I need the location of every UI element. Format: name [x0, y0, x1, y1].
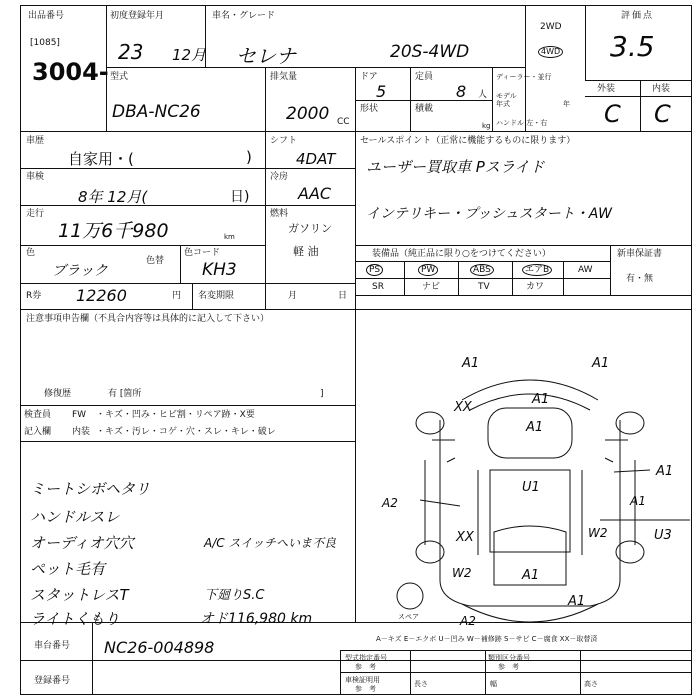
comment-note-3: オド116,980 km: [200, 611, 313, 627]
class-reference: 参 考: [498, 663, 519, 671]
damage-mark: A1: [462, 356, 480, 371]
comment-line-2: ハンドルスレ: [30, 508, 120, 526]
type-reference: 参 考: [355, 663, 376, 671]
history-label: 車歴: [26, 136, 45, 146]
inspector-label-2: 記入欄: [24, 427, 52, 437]
reg-year: 23: [118, 40, 144, 64]
model-value: DBA-NC26: [112, 102, 201, 122]
repair-close: ]: [320, 389, 324, 399]
registration-label: 登録番号: [34, 676, 71, 686]
class-label: 類別区分番号: [488, 654, 530, 662]
fuel-diesel: 軽 油: [293, 245, 319, 258]
model-year-unit: 年: [563, 100, 570, 108]
name-change-label: 名変期限: [198, 291, 235, 301]
equip-tv: TV: [478, 282, 490, 292]
damage-mark: XX: [454, 400, 472, 415]
type-designation-label: 型式指定番号: [345, 654, 387, 662]
name-change-month: 月: [288, 291, 298, 301]
mileage-unit: km: [224, 233, 235, 241]
comment-note-1: A/C スイッチへいま不良: [204, 536, 336, 550]
recycle-unit: 円: [172, 291, 182, 301]
color-code-value: KH3: [202, 260, 237, 280]
inspector-fw-items: ・キズ・凹み・ヒビ割・リペア跡・X要: [96, 410, 255, 420]
mileage-label: 走行: [26, 209, 45, 219]
reg-month: 12月: [172, 46, 207, 64]
shape-label: 形状: [360, 104, 379, 114]
damage-mark: W2: [588, 526, 608, 540]
grade: 20S-4WD: [390, 42, 470, 62]
fuel-label: 燃料: [270, 209, 289, 219]
doors-label: ドア: [360, 72, 378, 82]
certificate-reference: 参 考: [355, 685, 376, 693]
damage-mark: A1: [522, 568, 540, 583]
model-year-label: モデル 年式: [496, 92, 517, 108]
equip-aw: AW: [578, 265, 593, 275]
comment-line-5: スタットレスT: [30, 586, 129, 604]
equip-abs: ABS: [470, 264, 494, 276]
chassis-label: 車台番号: [34, 641, 71, 651]
selling-points-label: セールスポイント（正常に機能するものに限ります）: [360, 136, 576, 146]
damage-mark: A1: [592, 356, 610, 371]
dealer-label: ディーラー・並行: [496, 73, 552, 81]
interior-label: 内装: [652, 84, 671, 94]
inspector-int-items: ・キズ・汚レ・コゲ・穴・スレ・キレ・破レ: [96, 427, 276, 437]
equipment-label: 装備品（純正品に限り○をつけてください）: [372, 249, 551, 259]
equip-airbag: エアB: [522, 264, 552, 276]
chassis-value: NC26-004898: [104, 638, 215, 657]
comment-note-2: 下廻りS.C: [204, 588, 265, 603]
load-label: 積載: [415, 104, 434, 114]
drive-4wd: 4WD: [538, 46, 563, 58]
history-close: ): [246, 148, 252, 166]
damage-legend: A－キズ E－エクボ U－凹み W－補修跡 S－サビ C－腐食 XX－取替済: [376, 635, 598, 643]
exterior-label: 外装: [597, 84, 616, 94]
inspection-date: 日): [230, 189, 250, 205]
recycle-label: R券: [26, 291, 42, 301]
damage-mark: U3: [654, 528, 672, 543]
width-label: 幅: [490, 680, 497, 688]
handle-label: ハンドル 左・右: [496, 119, 548, 127]
length-label: 長さ: [414, 680, 428, 688]
equip-navi: ナビ: [422, 282, 441, 292]
color-value: ブラック: [52, 263, 108, 279]
damage-mark: A2: [382, 496, 398, 510]
damage-mark: A1: [526, 420, 544, 435]
inspector-fw-label: FW: [72, 410, 87, 420]
lot-number: 3004-: [32, 58, 109, 86]
repair-value: 有 [箇所: [108, 389, 142, 399]
drive-2wd: 2WD: [540, 22, 562, 32]
spare-wheel: [397, 583, 423, 609]
damage-mark: A1: [532, 392, 550, 407]
displacement-value: 2000: [286, 104, 330, 124]
comment-line-1: ミートシボヘタリ: [30, 480, 151, 498]
warranty-value: 有・無: [626, 274, 654, 284]
recycle-value: 12260: [76, 286, 127, 305]
damage-mark: XX: [456, 530, 474, 545]
equip-leather: カワ: [526, 282, 545, 292]
comment-line-4: ペット毛有: [30, 560, 106, 578]
inspection-value: 8年 12月(: [78, 188, 148, 206]
shift-label: シフト: [270, 136, 298, 146]
damage-mark: U1: [522, 480, 540, 495]
color-code-label: 色コード: [184, 248, 221, 258]
spare-label: スペア: [398, 613, 419, 621]
ac-value: AAC: [298, 184, 332, 203]
car-name-label: 車名・グレード: [212, 11, 276, 21]
damage-mark: W2: [452, 566, 472, 580]
equip-ps: PS: [366, 264, 383, 276]
certificate-label: 車検証明用: [345, 676, 380, 684]
front-bumper-outline: [462, 380, 598, 400]
name-change-day: 日: [338, 291, 348, 301]
lot-sub: [1085]: [30, 38, 60, 48]
history-value: 自家用・(: [68, 150, 134, 168]
capacity-value: 8: [456, 82, 467, 101]
displacement-unit: CC: [337, 117, 350, 127]
mileage-value: 11万6千980: [58, 220, 169, 242]
load-unit: kg: [482, 122, 491, 130]
damage-mark: A1: [656, 464, 674, 479]
equip-sr: SR: [372, 282, 384, 292]
rating-value: 3.5: [610, 30, 655, 63]
inspection-label: 車検: [26, 172, 45, 182]
shift-value: 4DAT: [296, 150, 336, 168]
capacity-unit: 人: [478, 90, 488, 100]
warranty-label: 新車保証書: [617, 249, 663, 259]
exterior-grade: C: [604, 100, 621, 128]
inspector-label-1: 検査員: [24, 410, 52, 420]
lot-label: 出品番号: [28, 11, 65, 21]
reg-label: 初度登録年月: [110, 11, 165, 21]
notes-label: 注意事項申告欄（不具合内容等は具体的に記入して下さい）: [26, 314, 270, 324]
ac-label: 冷房: [270, 172, 289, 182]
damage-mark: A2: [460, 614, 476, 628]
interior-grade: C: [654, 100, 671, 128]
height-label: 高さ: [584, 680, 598, 688]
capacity-label: 定員: [415, 72, 434, 82]
inspector-int-label: 内装: [72, 427, 91, 437]
damage-mark: A1: [630, 494, 646, 508]
comment-line-6: ライトくもり: [30, 610, 120, 628]
car-name: セレナ: [236, 44, 296, 68]
equip-pw: PW: [418, 264, 438, 276]
doors-value: 5: [376, 82, 387, 101]
rating-label: 評価点: [621, 11, 655, 21]
selling-points-line2: インテリキー・プッシュスタート・AW: [366, 206, 612, 222]
model-label: 型式: [110, 72, 129, 82]
displacement-label: 排気量: [270, 72, 298, 82]
repair-label: 修復歴: [44, 389, 72, 399]
comment-line-3: オーディオ穴穴: [30, 534, 134, 552]
selling-points-line1: ユーザー買取車 Pスライド: [366, 158, 545, 176]
color-change-label: 色替: [146, 256, 165, 266]
fuel-petrol: ガソリン: [288, 222, 332, 235]
damage-mark: A1: [568, 594, 586, 609]
color-label: 色: [26, 248, 36, 258]
